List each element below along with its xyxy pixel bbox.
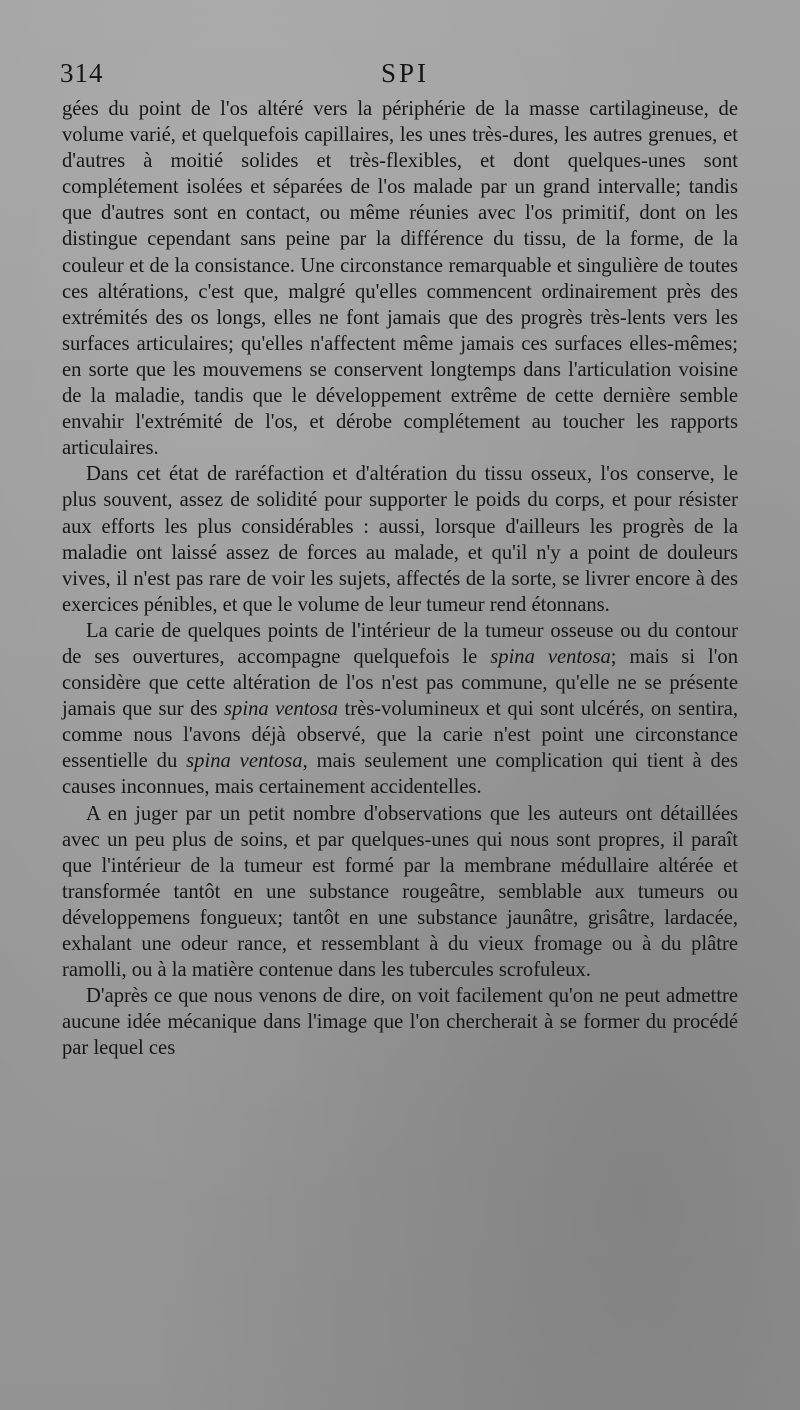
paragraph-rarefaction — [62, 461, 738, 618]
page-header — [60, 58, 750, 94]
italic-term: spina ventosa — [490, 645, 611, 668]
italic-term: spina ventosa — [186, 750, 303, 773]
text-run: très-volumineux et qui sont ulcérés, on sentira, comme nous l'avons déjà observé, que la carie n'est point une circonstance essentielle du — [62, 698, 738, 773]
running-head: SPI — [380, 58, 430, 88]
text-run: gées du point de l'os altéré vers la périphérie de la masse cartilagineuse, de volume varié, et quelquefois capillaires, les unes très-dures, les autres grenues, et d'autres à moitié solides et très-flexibles, et dont quelques-unes sont complétement isolées et séparées de l'os malade par un grand intervalle; tandis que d'autres sont en contact, ou même réunies avec l'os primitif, dont on les distingue cependant sans peine par la différence du tissu, de la forme, de la couleur et de la consistance. Une circonstance remarquable et singulière de toutes ces altérations, c'est que, malgré qu'elles commencent ordinairement près des extrémités des os longs, elles ne font jamais que des progrès très-lents vers les surfaces articulaires; qu'elles n'affectent même jamais ces surfaces elles-mêmes; en sorte que les mouvemens se conservent longtemps dans l'articulation voisine de la maladie, tandis que le développement extrême de cette dernière semble envahir l'extrémité de l'os, et dérobe complétement au toucher les rapports articulaires. — [62, 98, 738, 460]
text-run: Dans cet état de raréfaction et d'altération du tissu osseux, l'os conserve, le plus souvent, assez de solidité pour supporter le poids du corps, et pour résister aux efforts les plus considérables : aussi, lorsque d'ailleurs les progrès de la maladie ont laissé assez de forces au malade, et qu'il n'y a point de douleurs vives, il n'est pas rare de voir les sujets, affectés de la sorte, se livrer encore à des exercices pénibles, et que le volume de leur tumeur rend étonnans. — [62, 463, 738, 616]
text-run: La carie de quelques points de l'intérieur de la tumeur osseuse ou du contour de ses ouvertures, accompagne quelquefois le — [62, 619, 738, 668]
text-run: A en juger par un petit nombre d'observations que les auteurs ont détaillées avec un peu plus de soins, et par quelques-unes qui nous sont propres, il paraît que l'intérieur de la tumeur est formé par la membrane médullaire altérée et transformée tantôt en une substance rougeâtre, semblable aux tumeurs ou développemens fongueux; tantôt en une substance jaunâtre, grisâtre, lardacée, exhalant une odeur rance, et ressemblant à du vieux fromage ou à du plâtre ramolli, ou à la matière contenue dans les tubercules scrofuleux. — [62, 802, 738, 982]
paragraph-conclusion — [62, 983, 738, 1061]
paragraph-carie — [62, 618, 738, 801]
text-run: ; mais si l'on considère que cette altération de l'os n'est pas commune, qu'elle ne se présente jamais que sur des — [62, 645, 739, 721]
text-run: D'après ce que nous venons de dire, on voit facilement qu'on ne peut admettre aucune idée mécanique dans l'image que l'on chercherait à se former du procédé par lequel ces — [62, 985, 738, 1060]
italic-term: spina ventosa — [224, 698, 339, 721]
text-run: , mais seulement une complication qui tient à des causes inconnues, mais certainement accidentelles. — [62, 750, 739, 799]
paragraph-continuation — [62, 96, 738, 461]
paragraph-observations — [62, 801, 738, 984]
page-number: 314 — [60, 58, 104, 88]
body-text — [62, 96, 738, 1061]
